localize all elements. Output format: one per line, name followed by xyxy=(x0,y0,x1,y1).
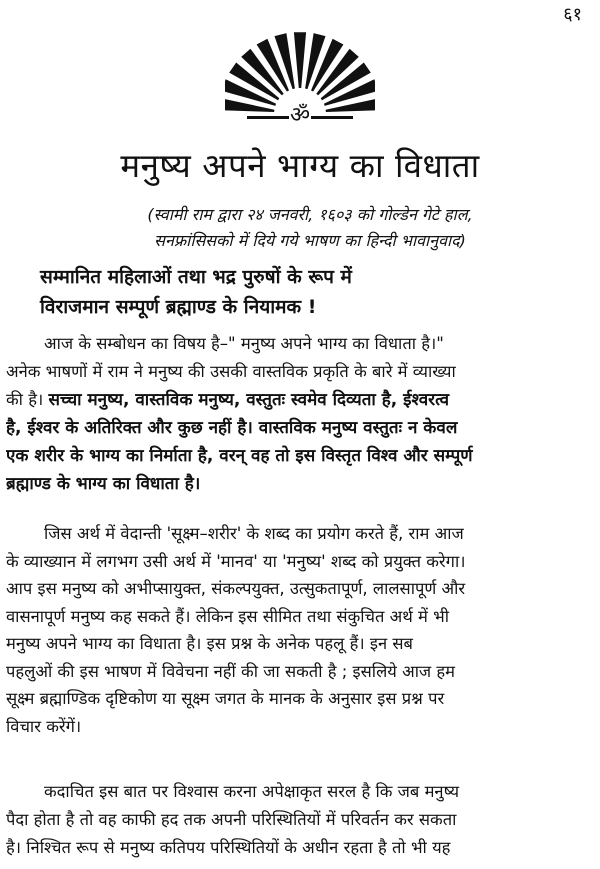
paragraph-line: आज के सम्बोधन का विषय है–" मनुष्य अपने भाग्य का विधाता है।" xyxy=(44,334,444,353)
paragraph-line: जिस अर्थ में वेदान्ती 'सूक्ष्म–शरीर' के शब्द का प्रयोग करते हैं, राम आज xyxy=(44,524,464,543)
paragraph-line: एक शरीर के भाग्य का निर्माता है, वरन् वह तो इस विस्तृत विश्व और सम्पूर्ण xyxy=(6,446,473,466)
salutation xyxy=(40,262,352,322)
page-number: ६१ xyxy=(563,4,582,25)
paragraph-2 xyxy=(6,520,592,740)
subtitle-line: सनफ्रांसिसको में दिये गये भाषण का हिन्दी भावानुवाद) xyxy=(154,231,466,250)
paragraph-line: मनुष्य अपने भाग्य का विधाता है। इस प्रश्न के अनेक पहलू हैं। इन सब xyxy=(6,634,413,653)
sun-ray xyxy=(294,32,306,88)
paragraph-line: आप इस मनुष्य को अभीप्सायुक्त, संकल्पयुक्त, उत्सुकतापूर्ण, लालसापूर्ण और xyxy=(6,579,466,598)
paragraph-line: पहलुओं की इस भाषण में विवेचना नहीं की जा सकती है ; इसलिये आज हम xyxy=(6,661,456,681)
plain-text: की है। xyxy=(6,390,49,409)
subtitle-line: (स्वामी राम द्वारा २४ जनवरी, १६०३ को गोल्डेन गेटे हाल, xyxy=(147,205,473,224)
paragraph-line: सूक्ष्म ब्रह्माण्डिक दृष्टिकोण या सूक्ष्म जगत के मानक के अनुसार इस प्रश्न पर xyxy=(6,689,445,708)
paragraph-line: अनेक भाषणों में राम ने मनुष्य की उसकी वास्तविक प्रकृति के बारे में व्याख्या xyxy=(6,362,456,381)
paragraph-line: ब्रह्माण्ड के भाग्य का विधाता है। xyxy=(6,474,201,494)
paragraph-1 xyxy=(6,330,592,498)
paragraph-line: के व्याख्यान में लगभग उसी अर्थ में 'मानव' या 'मनुष्य' शब्द को प्रयुक्त करेगा। xyxy=(6,551,466,571)
bold-text: सच्चा मनुष्य, वास्तविक मनुष्य, वस्तुतः स्वमेव दिव्यता है, ईश्वरत्व xyxy=(48,390,450,410)
om-symbol: ॐ xyxy=(289,103,311,128)
paragraph-line xyxy=(6,386,592,414)
paragraph-line: वासनापूर्ण मनुष्य कह सकते हैं। लेकिन इस सीमित तथा संकुचित अर्थ में भी xyxy=(6,606,450,626)
salutation-line: विराजमान सम्पूर्ण ब्रह्माण्ड के नियामक ! xyxy=(40,296,317,318)
paragraph-3 xyxy=(6,778,592,862)
paragraph-line: पैदा होता है तो वह काफी हद तक अपनी परिस्थितियों में परिवर्तन कर सकता xyxy=(6,810,457,829)
salutation-line: सम्मानित महिलाओं तथा भद्र पुरुषों के रूप में xyxy=(40,266,352,288)
paragraph-line: है, ईश्वर के अतिरिक्त और कुछ नहीं है। वास्तविक मनुष्य वस्तुतः न केवल xyxy=(6,418,458,438)
om-sunburst-icon xyxy=(225,28,375,138)
paragraph-line: है। निश्चित रूप से मनुष्य कतिपय परिस्थितियों के अधीन रहता है तो भी यह xyxy=(6,838,451,857)
chapter-title: मनुष्य अपने भाग्य का विधाता xyxy=(120,146,480,185)
chapter-subtitle xyxy=(40,202,580,254)
paragraph-line: विचार करेंगें। xyxy=(6,716,82,736)
paragraph-line: कदाचित इस बात पर विश्वास करना अपेक्षाकृत सरल है कि जब मनुष्य xyxy=(44,782,460,801)
